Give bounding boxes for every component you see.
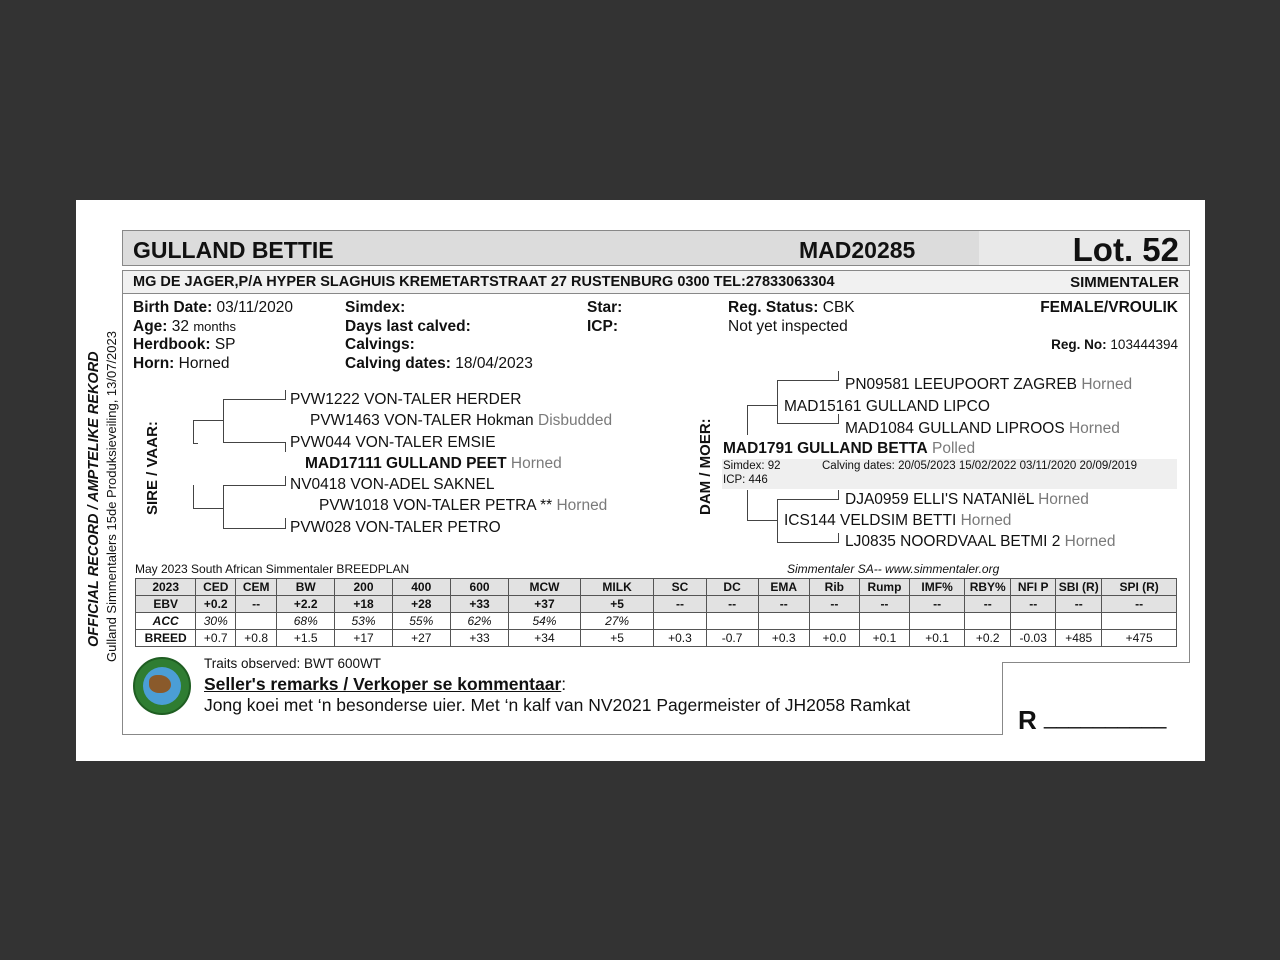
ebv-cell: --	[758, 596, 809, 613]
official-record-label: OFFICIAL RECORD / AMPTELIKE REKORD	[86, 351, 102, 647]
ebv-cell: +18	[335, 596, 392, 613]
sire-dam	[319, 497, 607, 515]
sire	[305, 455, 562, 473]
calving-dates-label: Calving dates:	[345, 354, 451, 372]
ebv-cell	[909, 613, 964, 630]
age-unit: months	[193, 318, 236, 334]
ebv-cell: 54%	[509, 613, 581, 630]
horn: Horned	[178, 354, 230, 372]
ebv-cell: BW	[277, 579, 335, 596]
sire-name: MAD17111 GULLAND PEET	[305, 455, 507, 472]
ebv-cell: +0.7	[196, 630, 236, 647]
ebv-cell: +0.1	[859, 630, 909, 647]
dam-sire-sire-name: PN09581 LEEUPOORT ZAGREB	[845, 376, 1078, 393]
animal-id: MAD20285	[799, 237, 916, 263]
dam-dam-sire	[845, 491, 1089, 509]
ebv-cell: RBY%	[965, 579, 1011, 596]
ebv-cell: --	[859, 596, 909, 613]
dam-sire-sire	[845, 376, 1132, 394]
sire-sire	[310, 412, 612, 430]
ebv-cell	[1011, 613, 1056, 630]
reg-status: CBK	[822, 299, 855, 316]
breed-avg-row	[136, 630, 1177, 647]
dam-icp: ICP: 446	[723, 474, 768, 486]
ebv-cell: CED	[196, 579, 236, 596]
sire-dam-name: PVW1018 VON-TALER PETRA **	[319, 497, 553, 514]
ebv-cell: +475	[1102, 630, 1177, 647]
dam	[723, 440, 975, 458]
dam-dam-horn: Horned	[960, 512, 1012, 529]
sire-dam-sire: NV0418 VON-ADEL SAKNEL	[290, 476, 495, 493]
ebv-cell: +0.3	[758, 630, 809, 647]
ebv-cell: ACC	[136, 613, 196, 630]
ebv-cell: 200	[335, 579, 392, 596]
dam-dam-dam-horn: Horned	[1064, 533, 1116, 550]
ebv-cell: --	[809, 596, 859, 613]
details-col-4	[728, 299, 855, 336]
ebv-cell: +0.2	[965, 630, 1011, 647]
remarks-heading	[204, 674, 566, 695]
ebv-cell: -0.7	[706, 630, 758, 647]
dam-dam-name: ICS144 VELDSIM BETTI	[784, 512, 957, 529]
ebv-cell	[859, 613, 909, 630]
ebv-cell: --	[1011, 596, 1056, 613]
ebv-cell: MCW	[509, 579, 581, 596]
dam-sire-dam-name: MAD1084 GULLAND LIPROOS	[845, 420, 1065, 437]
dam-calving-dates: Calving dates: 20/05/2023 15/02/2022 03/11/2020 20/09/2019	[822, 460, 1138, 472]
ebv-cell: IMF%	[909, 579, 964, 596]
acc-row	[136, 613, 1177, 630]
price-blank[interactable]: __________	[1044, 704, 1167, 729]
ebv-cell: +0.3	[654, 630, 706, 647]
herdbook-label: Herdbook:	[133, 336, 211, 353]
dam-horn: Polled	[931, 440, 976, 457]
dam-dam-sire-name: DJA0959 ELLI'S NATANIëL	[845, 491, 1034, 508]
birth-date-label: Birth Date:	[133, 299, 213, 316]
ebv-cell	[654, 613, 706, 630]
ebv-cell: BREED	[136, 630, 196, 647]
ebv-cell: 55%	[392, 613, 450, 630]
ebv-cell: --	[1056, 596, 1102, 613]
ebv-cell: +33	[450, 630, 508, 647]
dam-sire-sire-horn: Horned	[1081, 376, 1133, 393]
sire-sire-horn: Disbudded	[538, 412, 613, 429]
dam-sire: MAD15161 GULLAND LIPCO	[784, 398, 990, 415]
ebv-cell	[965, 613, 1011, 630]
star-label: Star:	[587, 299, 623, 316]
remarks-title: Seller's remarks / Verkoper se kommentaar	[204, 674, 562, 694]
ebv-cell: +5	[580, 630, 654, 647]
ebv-cell: Rump	[859, 579, 909, 596]
ebv-cell	[758, 613, 809, 630]
ebv-cell: +33	[450, 596, 508, 613]
dam-dam-sire-horn: Horned	[1038, 491, 1089, 508]
breedplan-source: Simmentaler SA-- www.simmentaler.org	[787, 562, 1000, 576]
dam-simdex: Simdex: 92	[723, 460, 781, 472]
lot-number: Lot. 52	[1072, 231, 1179, 268]
ebv-cell: +34	[509, 630, 581, 647]
sire-sire-sire: PVW1222 VON-TALER HERDER	[290, 391, 522, 408]
ebv-cell: 62%	[450, 613, 508, 630]
ebv-cell: 30%	[196, 613, 236, 630]
ebv-cell: --	[706, 596, 758, 613]
sale-name: Gulland Simmentalers 15de Produksieveiling, 13/07/2023	[104, 331, 119, 662]
ebv-cell: 400	[392, 579, 450, 596]
remarks-colon: :	[561, 674, 567, 694]
ebv-cell: --	[965, 596, 1011, 613]
owner-bar	[122, 270, 1190, 294]
breed: SIMMENTALER	[1070, 274, 1179, 291]
sire-dam-horn: Horned	[556, 497, 608, 514]
ebv-cell: +485	[1056, 630, 1102, 647]
sire-sire-name: PVW1463 VON-TALER Hokman	[310, 412, 534, 429]
details-col-2	[345, 299, 533, 373]
ebv-cell: --	[1102, 596, 1177, 613]
ebv-cell: +2.2	[277, 596, 335, 613]
lot-card	[76, 200, 1205, 761]
simdex-label: Simdex:	[345, 299, 406, 316]
remarks-text: Jong koei met ‘n besonderse uier. Met ‘n kalf van NV2021 Pagermeister of JH2058 Ramkat	[204, 695, 911, 715]
herdbook: SP	[214, 336, 236, 353]
ebv-cell: 53%	[335, 613, 392, 630]
dam-name: MAD1791 GULLAND BETTA	[723, 440, 928, 457]
animal-name: GULLAND BETTIE	[133, 237, 334, 263]
dam-dam-dam	[845, 533, 1116, 551]
calving-dates: 18/04/2023	[455, 354, 533, 372]
price-currency: R	[1018, 705, 1037, 735]
ebv-cell: +37	[509, 596, 581, 613]
sex: FEMALE/VROULIK	[1040, 299, 1178, 316]
dam-label: DAM / MOER:	[697, 418, 714, 515]
ebv-cell	[1056, 613, 1102, 630]
sire-label: SIRE / VAAR:	[144, 421, 161, 515]
ebv-table	[135, 578, 1177, 647]
ebv-cell	[236, 613, 277, 630]
sire-dam-dam: PVW028 VON-TALER PETRO	[290, 519, 501, 536]
ebv-cell	[809, 613, 859, 630]
ebv-cell: +0.1	[909, 630, 964, 647]
ebv-cell: NFI P	[1011, 579, 1056, 596]
ebv-cell: +0.0	[809, 630, 859, 647]
days-last-calved-label: Days last calved:	[345, 317, 471, 335]
ebv-cell: SC	[654, 579, 706, 596]
ebv-cell: --	[909, 596, 964, 613]
sire-sire-dam: PVW044 VON-TALER EMSIE	[290, 434, 496, 451]
ebv-cell: SPI (R)	[1102, 579, 1177, 596]
reg-no-value: 103444394	[1110, 337, 1178, 352]
details-col-1	[133, 299, 293, 373]
inspection-status: Not yet inspected	[728, 317, 848, 335]
ebv-cell: 27%	[580, 613, 654, 630]
simmentaler-logo	[133, 657, 191, 715]
age-label: Age:	[133, 317, 168, 335]
calvings-label: Calvings:	[345, 336, 415, 353]
ebv-cell	[706, 613, 758, 630]
ebv-cell: +0.2	[196, 596, 236, 613]
icp-label: ICP:	[587, 317, 618, 335]
breedplan-caption: May 2023 South African Simmentaler BREEDPLAN	[135, 562, 410, 576]
ebv-cell: SBI (R)	[1056, 579, 1102, 596]
ebv-row	[136, 596, 1177, 613]
ebv-cell: +1.5	[277, 630, 335, 647]
dam-sire-dam	[845, 420, 1120, 438]
reg-no	[1051, 337, 1178, 352]
ebv-cell: EMA	[758, 579, 809, 596]
birth-date: 03/11/2020	[216, 299, 293, 316]
ebv-cell: 2023	[136, 579, 196, 596]
ebv-cell: --	[654, 596, 706, 613]
horn-label: Horn:	[133, 354, 175, 372]
ebv-cell: MILK	[580, 579, 654, 596]
ebv-cell: DC	[706, 579, 758, 596]
reg-status-label: Reg. Status:	[728, 299, 819, 316]
sire-horn: Horned	[510, 455, 562, 472]
dam-sire-dam-horn: Horned	[1068, 420, 1120, 437]
ebv-cell: 68%	[277, 613, 335, 630]
ebv-cell	[1102, 613, 1177, 630]
ebv-cell: +0.8	[236, 630, 277, 647]
reg-no-label: Reg. No:	[1051, 337, 1107, 352]
ebv-cell: Rib	[809, 579, 859, 596]
ebv-cell: 600	[450, 579, 508, 596]
age: 32	[171, 317, 190, 335]
ebv-cell: +28	[392, 596, 450, 613]
owner-address: MG DE JAGER,P/A HYPER SLAGHUIS KREMETARTSTRAAT 27 RUSTENBURG 0300 TEL:27833063304	[133, 274, 835, 290]
ebv-cell: EBV	[136, 596, 196, 613]
ebv-header-row	[136, 579, 1177, 596]
ebv-cell: -0.03	[1011, 630, 1056, 647]
ebv-cell: +17	[335, 630, 392, 647]
ebv-cell: CEM	[236, 579, 277, 596]
ebv-cell: +5	[580, 596, 654, 613]
dam-dam-dam-name: LJ0835 NOORDVAAL BETMI 2	[845, 533, 1061, 550]
ebv-cell: --	[236, 596, 277, 613]
ebv-cell: +27	[392, 630, 450, 647]
title-bar	[122, 230, 1190, 266]
dam-dam	[784, 512, 1011, 530]
details-col-3	[587, 299, 622, 336]
traits-observed: Traits observed: BWT 600WT	[204, 656, 382, 671]
